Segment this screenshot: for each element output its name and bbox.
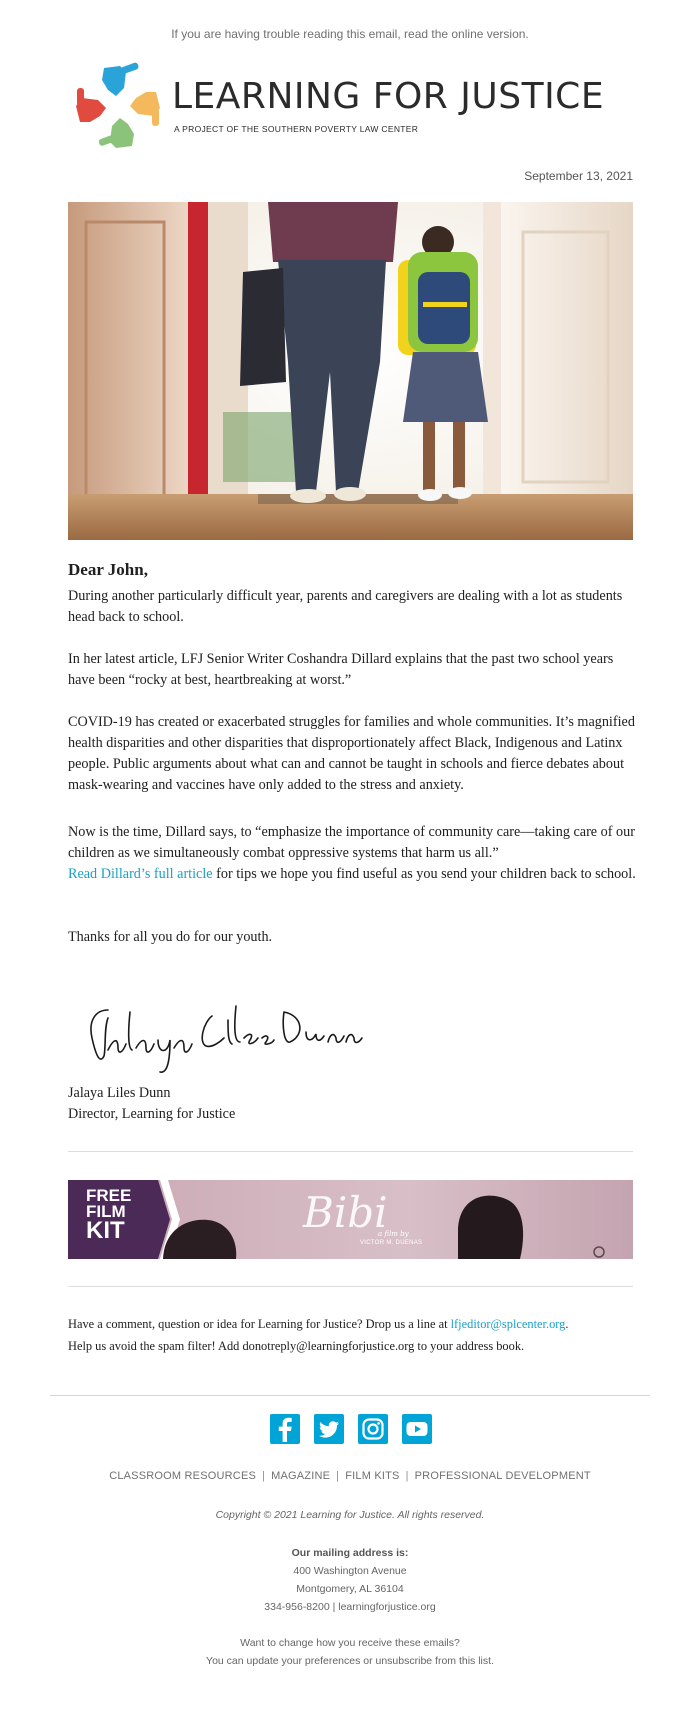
- film-kit-banner[interactable]: [68, 1180, 633, 1259]
- signer-name: Jalaya Liles Dunn: [68, 1085, 171, 1101]
- paragraph-2: In her latest article, LFJ Senior Writer Coshandra Dillard explains that the past two school years have been “rocky at best, heartbreaking at worst.”: [68, 651, 614, 688]
- learning-for-justice-logo-icon[interactable]: [72, 62, 164, 152]
- address-line-2: Montgomery, AL 36104: [296, 1583, 404, 1595]
- brand-tagline: A PROJECT OF THE SOUTHERN POVERTY LAW CENTER: [174, 124, 419, 134]
- logo-hand-green: [98, 118, 134, 148]
- greeting: Dear John,: [68, 560, 148, 579]
- paragraph-5-rest: for tips we hope you find useful as you send your children back to school.: [212, 866, 636, 882]
- paragraph-6: Thanks for all you do for our youth.: [68, 929, 273, 945]
- footer-divider: [50, 1395, 650, 1396]
- kit-line-2: FILM: [86, 1202, 126, 1222]
- paragraph-4: Now is the time, Dillard says, to “emphasize the importance of community care—taking care of our children as we simultaneously combat oppressive systems that harm us all.”: [68, 824, 635, 861]
- nav-separator: |: [262, 1470, 266, 1482]
- mailing-address: [0, 1544, 700, 1616]
- facebook-icon[interactable]: [270, 1414, 300, 1444]
- kit-line-3: KIT: [86, 1217, 125, 1245]
- logo-hand-orange: [130, 92, 160, 126]
- paragraph-1: During another particularly difficult year, parents and caregivers are dealing with a lot as students head back to school.: [68, 588, 623, 625]
- twitter-icon[interactable]: [314, 1414, 344, 1444]
- update-preferences-link[interactable]: You can update your preferences or unsubscribe from this list.: [206, 1655, 494, 1667]
- signature-image: [78, 998, 368, 1078]
- nav-separator: |: [405, 1470, 409, 1482]
- read-full-article-link[interactable]: Read Dillard’s full article: [68, 866, 213, 882]
- signature-script-text: Jalaya Liles Dunn: [78, 998, 86, 999]
- film-by: a film by: [378, 1230, 409, 1238]
- signature-block: [68, 1083, 235, 1125]
- nav-separator: |: [336, 1470, 340, 1482]
- paragraph-5: [68, 864, 638, 885]
- signer-title: Director, Learning for Justice: [68, 1106, 236, 1122]
- divider-1: [68, 1151, 633, 1152]
- nav-classroom-resources[interactable]: CLASSROOM RESOURCES: [109, 1470, 257, 1482]
- online-version-text[interactable]: If you are having trouble reading this email, read the online version.: [171, 27, 529, 41]
- contact-line-2: Help us avoid the spam filter! Add donotreply@learningforjustice.org to your address book.: [68, 1339, 525, 1353]
- email-date: September 13, 2021: [524, 169, 633, 183]
- mailing-title: Our mailing address is:: [291, 1547, 409, 1559]
- contact-block: [68, 1313, 638, 1357]
- divider-2: [68, 1286, 633, 1287]
- online-version-link[interactable]: [0, 27, 700, 41]
- kit-line-1: FREE: [86, 1186, 132, 1205]
- logo-hand-red: [76, 88, 106, 122]
- contact-line-1: [68, 1313, 638, 1335]
- address-line-1: 400 Washington Avenue: [293, 1565, 407, 1577]
- youtube-icon[interactable]: [402, 1414, 432, 1444]
- nav-professional-development[interactable]: PROFESSIONAL DEVELOPMENT: [414, 1470, 591, 1482]
- film-director: VICTOR M. DUENAS: [360, 1240, 423, 1246]
- paragraph-3: COVID-19 has created or exacerbated struggles for families and whole communities. It’s magnified health disparities and other disparities that disproportionately affect Black, Indigenous and Latinx people. Public arguments about what can and cannot be taught in schools and fierce debates about mask-wearing and vaccines have only added to the stress and anxiety.: [68, 714, 635, 793]
- email-preferences: [0, 1634, 700, 1670]
- nav-film-kits[interactable]: FILM KITS: [345, 1470, 400, 1482]
- preferences-line-1: Want to change how you receive these emails?: [240, 1637, 460, 1649]
- instagram-icon[interactable]: [358, 1414, 388, 1444]
- contact-line-1-text: Have a comment, question or idea for Learning for Justice? Drop us a line at: [68, 1317, 451, 1331]
- phone-website: 334-956-8200 | learningforjustice.org: [264, 1601, 436, 1613]
- hero-image: [68, 202, 633, 540]
- lfj-editor-email-link[interactable]: lfjeditor@splcenter.org: [450, 1317, 566, 1331]
- copyright: Copyright © 2021 Learning for Justice. All rights reserved.: [215, 1509, 485, 1521]
- footer-nav: [0, 1470, 700, 1482]
- film-title: Bibi: [303, 1188, 388, 1237]
- nav-magazine[interactable]: MAGAZINE: [271, 1470, 331, 1482]
- logo-hand-blue: [102, 62, 139, 96]
- free-film-kit-label: [86, 1188, 131, 1243]
- social-links: [270, 1414, 430, 1444]
- contact-line-1-suffix: .: [565, 1317, 569, 1331]
- brand-name: LEARNING FOR JUSTICE: [172, 76, 605, 117]
